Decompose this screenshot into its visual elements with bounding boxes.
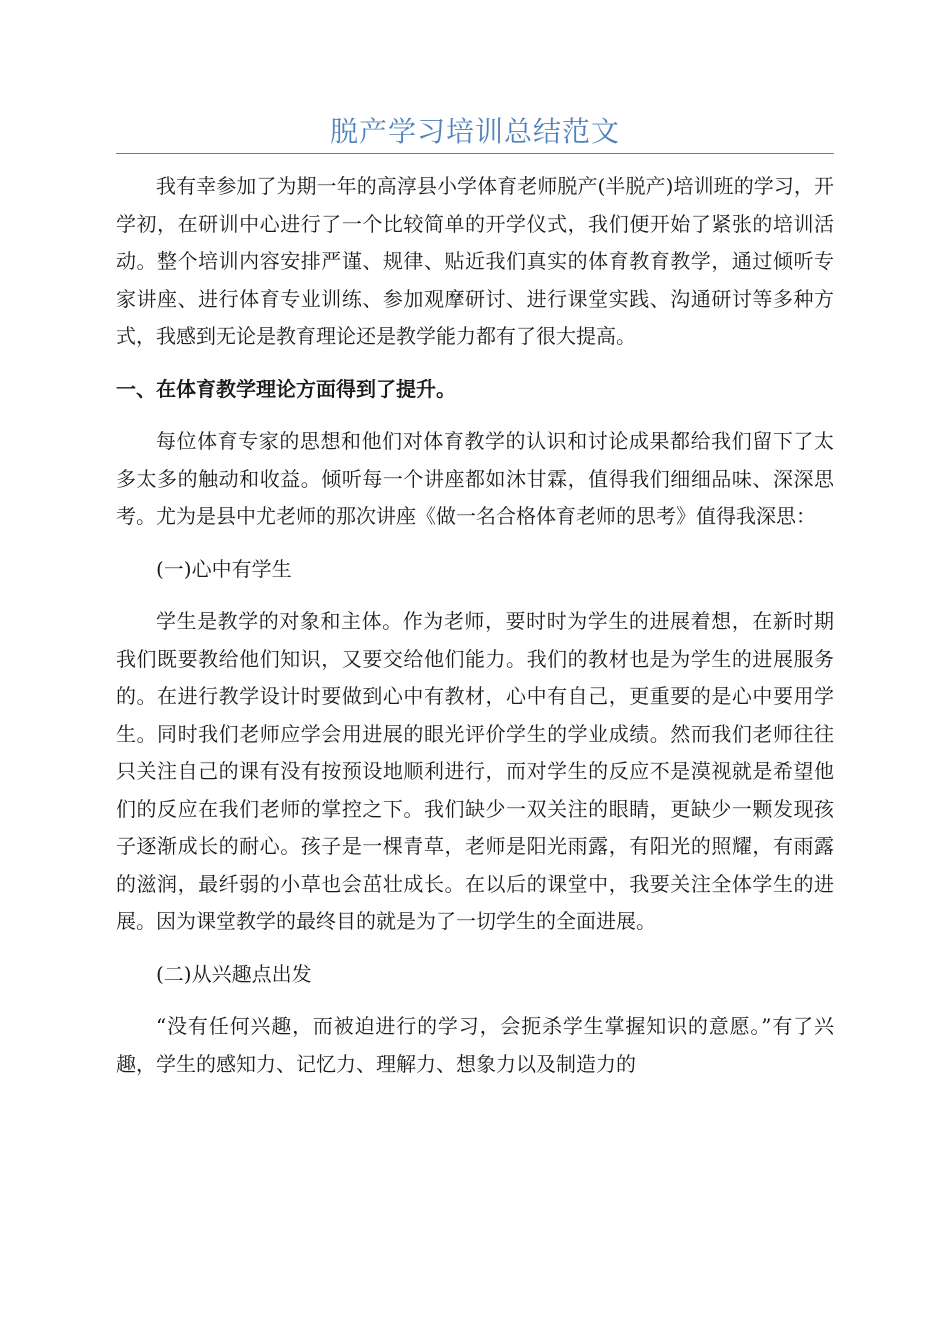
document-title: 脱产学习培训总结范文 (329, 115, 620, 148)
paragraph-subsection-2: “没有任何兴趣，而被迫进行的学习，会扼杀学生掌握知识的意愿。”有了兴趣，学生的感知力、记忆力、理解力、想象力以及制造力的 (116, 1014, 834, 1076)
title-underline (116, 153, 834, 154)
paragraph-subsection-1: 学生是教学的对象和主体。作为老师，要时时为学生的进展着想，在新时期我们既要教给他们知识，又要交给他们能力。我们的教材也是为学生的进展服务的。在进行教学设计时要做到心中有教材，心中有自己，更重要的是心中要用学生。同时我们老师应学会用进展的眼光评价学生的学业成绩。然而我们老师往往只关注自己的课有没有按预设地顺利进行，而对学生的反应不是漠视就是希望他们的反应在我们老师的掌控之下。我们缺少一双关注的眼睛，更缺少一颗发现孩子逐渐成长的耐心。孩子是一棵青草，老师是阳光雨露，有阳光的照耀，有雨露的滋润，最纤弱的小草也会茁壮成长。在以后的课堂中，我要关注全体学生的进展。因为课堂教学的最终目的就是为了一切学生的全面进展。 (116, 609, 834, 933)
subheading-2: (二)从兴趣点出发 (156, 961, 312, 986)
paragraph-intro: 我有幸参加了为期一年的高淳县小学体育老师脱产(半脱产)培训班的学习，开学初，在研训中心进行了一个比较简单的开学仪式，我们便开始了紧张的培训活动。整个培训内容安排严谨、规律、贴近我们真实的体育教育教学，通过倾听专家讲座、进行体育专业训练、参加观摩研讨、进行课堂实践、沟通研讨等多种方式，我感到无论是教育理论还是教学能力都有了很大提高。 (116, 174, 834, 348)
section-heading-1: 一、在体育教学理论方面得到了提升。 (116, 376, 456, 401)
paragraph-section-1: 每位体育专家的思想和他们对体育教学的认识和讨论成果都给我们留下了太多太多的触动和收益。倾听每一个讲座都如沐甘霖，值得我们细细品味、深深思考。尤为是县中尤老师的那次讲座《做一名合格体育老师的思考》值得我深思： (116, 429, 834, 528)
subheading-1: (一)心中有学生 (156, 556, 292, 581)
document-body (116, 168, 834, 1098)
